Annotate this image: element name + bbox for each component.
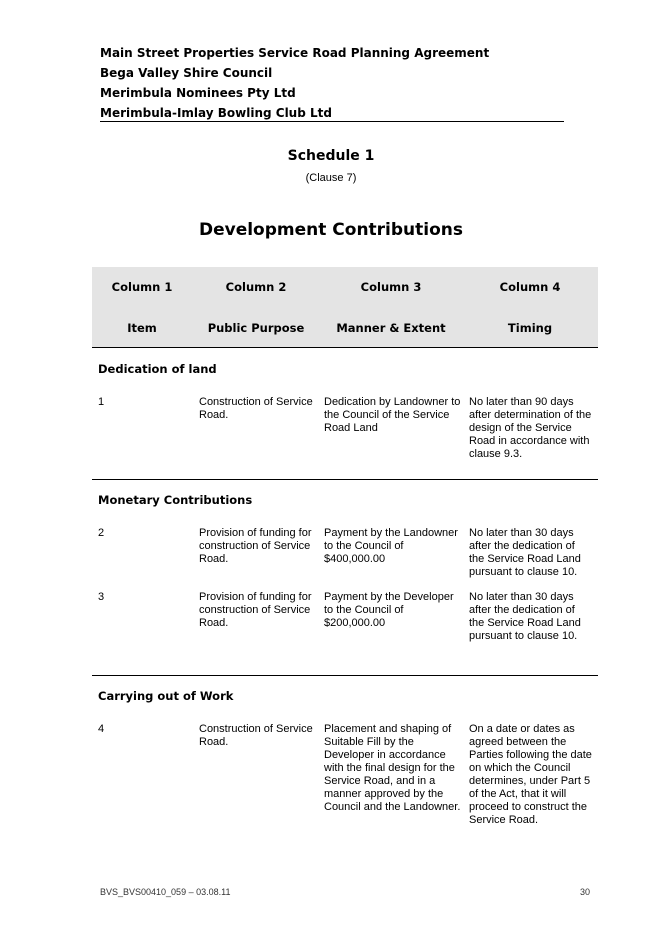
page-title: Development Contributions — [198, 220, 464, 240]
column-1-name: Item — [127, 321, 157, 335]
row-3-purpose: Provision of funding for construction of Service Road. — [199, 591, 312, 629]
column-1-number: Column 1 — [111, 280, 173, 294]
column-3-number: Column 3 — [360, 280, 422, 294]
column-2-name: Public Purpose — [207, 321, 305, 335]
header-line-bowling-club: Merimbula-Imlay Bowling Club Ltd — [100, 106, 332, 120]
row-1-item: 1 — [98, 396, 105, 408]
row-1-purpose: Construction of Service Road. — [199, 396, 313, 421]
row-4-manner: Placement and shaping of Suitable Fill by the Developer in accordance with the final design for the Service Road, and in a manner approved by the Council and the Landowner. — [324, 723, 461, 813]
header-line-council: Bega Valley Shire Council — [100, 66, 273, 80]
column-4-name: Timing — [507, 321, 553, 335]
section-heading-dedication: Dedication of land — [98, 362, 217, 376]
schedule-clause: (Clause 7) — [305, 172, 357, 184]
row-4-timing: On a date or dates as agreed between the Parties following the date on which the Council determines, under Part 5 of the Act, that it will proceed to construct the Service Road. — [469, 723, 592, 826]
row-2-manner: Payment by the Landowner to the Council of $400,000.00 — [324, 527, 458, 565]
row-2-item: 2 — [98, 527, 105, 539]
column-3-name: Manner & Extent — [336, 321, 446, 335]
row-4-item: 4 — [98, 723, 105, 735]
row-1-timing: No later than 90 days after determination of the design of the Service Road in accordance with clause 9.3. — [469, 396, 592, 460]
header-line-agreement: Main Street Properties Service Road Planning Agreement — [100, 46, 490, 60]
row-3-item: 3 — [98, 591, 105, 603]
section-heading-work: Carrying out of Work — [98, 689, 234, 703]
row-1-manner: Dedication by Landowner to the Council of the Service Road Land — [324, 396, 461, 434]
column-4-number: Column 4 — [499, 280, 561, 294]
document-header — [100, 44, 564, 124]
row-3-timing: No later than 30 days after the dedication of the Service Road Land pursuant to clause 10. — [469, 591, 581, 642]
section-heading-monetary: Monetary Contributions — [98, 493, 253, 507]
schedule-title: Schedule 1 — [287, 148, 375, 164]
section-divider — [92, 675, 598, 676]
header-divider — [100, 121, 564, 122]
page-number: 30 — [579, 887, 590, 897]
table-header — [92, 267, 598, 348]
header-line-nominees: Merimbula Nominees Pty Ltd — [100, 86, 296, 100]
section-divider — [92, 479, 598, 480]
row-2-purpose: Provision of funding for construction of Service Road. — [199, 527, 312, 565]
column-2-number: Column 2 — [225, 280, 287, 294]
row-4-purpose: Construction of Service Road. — [199, 723, 313, 748]
row-3-manner: Payment by the Developer to the Council of $200,000.00 — [324, 591, 454, 629]
row-2-timing: No later than 30 days after the dedication of the Service Road Land pursuant to clause 10. — [469, 527, 581, 578]
footer-doc-ref: BVS_BVS00410_059 – 03.08.11 — [100, 887, 231, 897]
